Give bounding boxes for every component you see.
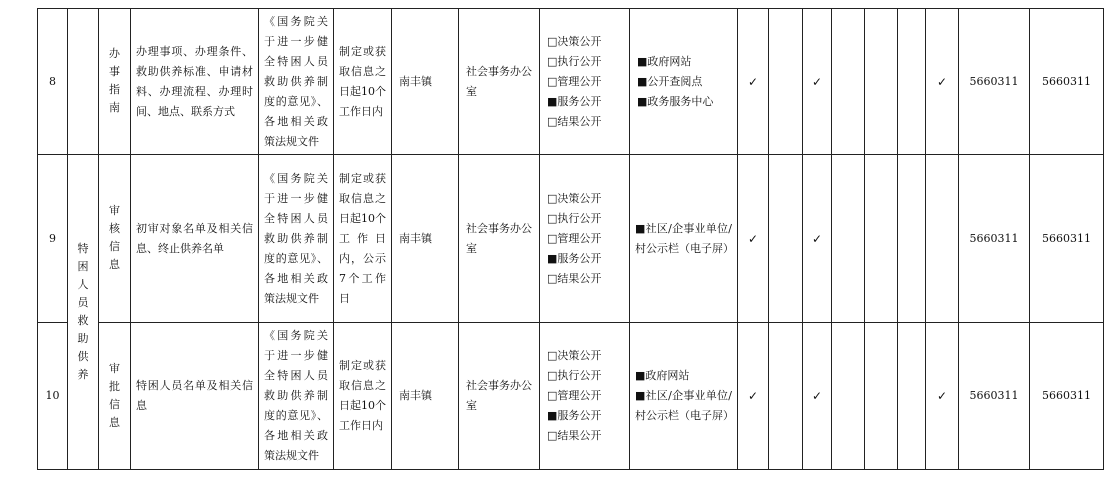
type-option: ■服务公开: [547, 409, 602, 422]
department-cell: 社会事务办公室: [459, 155, 540, 323]
type-option: □执行公开: [547, 369, 602, 382]
subject-cell: 南丰镇: [392, 9, 459, 155]
item-label: 办事指南: [109, 47, 120, 114]
check-cell: ✓: [738, 9, 769, 155]
check-cell: ✓: [926, 9, 959, 155]
table-row: [38, 9, 1104, 155]
check-cell: [898, 323, 926, 470]
category-cell-empty: [68, 9, 99, 155]
phone-cell: 5660311: [959, 9, 1030, 155]
check-cell: [769, 323, 803, 470]
disclosure-type-cell: [540, 9, 630, 155]
channel-option: ■公开查阅点: [637, 74, 703, 88]
channel-option: ■政府网站: [635, 369, 690, 382]
item-label: 审批信息: [109, 361, 120, 429]
subject-cell: 南丰镇: [392, 323, 459, 470]
type-option: □结果公开: [547, 429, 602, 442]
type-option: □决策公开: [547, 34, 602, 48]
check-cell: ✓: [803, 9, 832, 155]
row-number: 8: [38, 9, 68, 155]
type-option: □决策公开: [547, 191, 602, 205]
check-cell: [926, 155, 959, 323]
check-cell: [832, 155, 865, 323]
phone-cell: 5660311: [959, 323, 1030, 470]
check-cell: [865, 9, 898, 155]
category-cell: [68, 155, 99, 470]
check-cell: ✓: [738, 323, 769, 470]
channel-option: ■政府网站: [637, 54, 692, 68]
check-cell: ✓: [803, 155, 832, 323]
type-option: □执行公开: [547, 54, 602, 68]
department-cell: 社会事务办公室: [459, 323, 540, 470]
type-option: ■服务公开: [547, 251, 602, 265]
check-cell: ✓: [738, 155, 769, 323]
time-limit-cell: 制定或获取信息之日起10个工作日内: [334, 9, 392, 155]
check-cell: [898, 9, 926, 155]
basis-cell: 《国务院关于进一步健全特困人员救助供养制度的意见》、各地相关政策法规文件: [259, 155, 334, 323]
channel-cell: ■社区/企事业单位/村公示栏（电子屏）: [630, 155, 738, 323]
channel-cell: [630, 323, 738, 470]
channel-option: ■社区/企事业单位/村公示栏（电子屏）: [635, 389, 734, 422]
type-option: □决策公开: [547, 349, 602, 362]
type-option: □管理公开: [547, 389, 602, 402]
channel-cell: [630, 9, 738, 155]
type-option: □管理公开: [547, 74, 602, 88]
item-label: 审核信息: [109, 204, 120, 271]
disclosure-table: [37, 8, 1104, 470]
check-cell: [769, 155, 803, 323]
content-cell: 办理事项、办理条件、救助供养标准、申请材料、办理流程、办理时间、地点、联系方式: [131, 9, 259, 155]
content-cell: 初审对象名单及相关信息、终止供养名单: [131, 155, 259, 323]
basis-cell: 《国务院关于进一步健全特困人员救助供养制度的意见》、各地相关政策法规文件: [259, 323, 334, 470]
check-cell: [832, 9, 865, 155]
phone-cell: 5660311: [959, 155, 1030, 323]
table-row: [38, 323, 1104, 470]
phone-cell: 5660311: [1030, 323, 1104, 470]
type-option: □执行公开: [547, 211, 602, 225]
basis-cell: 《国务院关于进一步健全特困人员救助供养制度的意见》、各地相关政策法规文件: [259, 9, 334, 155]
check-cell: [865, 323, 898, 470]
item-cell: [99, 155, 131, 323]
time-limit-cell: 制定或获取信息之日起10个工作日内: [334, 323, 392, 470]
time-limit-cell: 制定或获取信息之日起10个工作日内，公示7个工作日: [334, 155, 392, 323]
disclosure-type-cell: [540, 155, 630, 323]
content-cell: 特困人员名单及相关信息: [131, 323, 259, 470]
category-label: 特困人员救助供养: [77, 241, 89, 381]
type-option: ■服务公开: [547, 94, 602, 108]
phone-cell: 5660311: [1030, 9, 1104, 155]
channel-option: ■政务服务中心: [637, 94, 714, 108]
type-option: □结果公开: [547, 271, 602, 285]
item-cell: [99, 323, 131, 470]
check-cell: ✓: [803, 323, 832, 470]
check-cell: [865, 155, 898, 323]
phone-cell: 5660311: [1030, 155, 1104, 323]
subject-cell: 南丰镇: [392, 155, 459, 323]
department-cell: 社会事务办公室: [459, 9, 540, 155]
check-cell: [898, 155, 926, 323]
table-row: [38, 155, 1104, 323]
check-cell: ✓: [926, 323, 959, 470]
type-option: □结果公开: [547, 114, 602, 128]
check-cell: [769, 9, 803, 155]
check-cell: [832, 323, 865, 470]
type-option: □管理公开: [547, 231, 602, 245]
item-cell: [99, 9, 131, 155]
disclosure-type-cell: [540, 323, 630, 470]
row-number: 9: [38, 155, 68, 323]
row-number: 10: [38, 323, 68, 470]
